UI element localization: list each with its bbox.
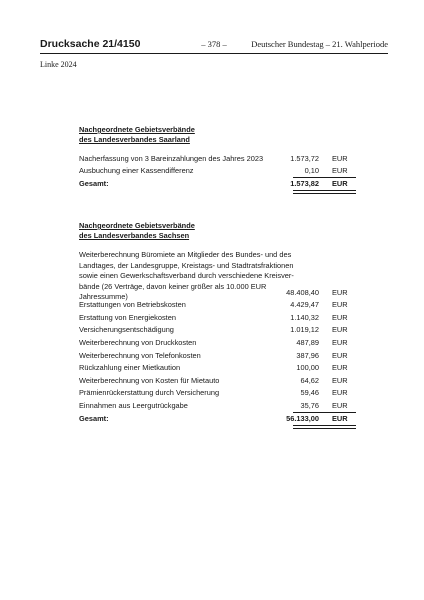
table-row (79, 362, 356, 373)
total-label: Gesamt: (79, 414, 109, 423)
intro-line: Landtages, der Landesgruppe, Kreistags- und Stadtratsfraktionen (79, 260, 294, 270)
intro-line: Jahressumme) (79, 292, 128, 301)
row-label: Rückzahlung einer Mietkaution (79, 363, 181, 372)
row-currency: EUR (332, 166, 348, 175)
row-amount: 1.140,32 (290, 313, 319, 322)
row-amount: 64,62 (300, 376, 319, 385)
page-number: – 378 – (201, 39, 227, 49)
row-amount: 100,00 (296, 363, 319, 372)
row-amount: 59,46 (300, 388, 319, 397)
row-currency: EUR (332, 376, 348, 385)
row-amount: 4.429,47 (290, 300, 319, 309)
row-currency: EUR (332, 363, 348, 372)
table-row (79, 153, 356, 164)
table-row (79, 324, 356, 335)
row-currency: EUR (332, 338, 348, 347)
table-row (79, 165, 356, 176)
section-sachsen-title-line2: des Landesverbandes Sachsen (79, 230, 190, 240)
row-label: Ausbuchung einer Kassendifferenz (79, 166, 194, 175)
row-currency: EUR (332, 325, 348, 334)
total-label: Gesamt: (79, 179, 109, 188)
drucksache-number: Drucksache 21/4150 (40, 38, 141, 50)
page-header (40, 38, 388, 52)
row-amount: 1.573,72 (290, 154, 319, 163)
row-amount: 487,89 (296, 338, 319, 347)
section-sachsen-title-line1: Nachgeordnete Gebietsverbände (79, 221, 195, 230)
table-row (79, 312, 356, 323)
row-label: Weiterberechnung von Telefonkosten (79, 351, 201, 360)
table-row (79, 299, 356, 310)
table-row (79, 337, 356, 348)
row-amount: 48.408,40 (286, 288, 319, 297)
table-row (79, 350, 356, 361)
total-row (79, 178, 356, 189)
intro-line: sowie einen Gewerkschaftsverband durch verschiedene Kreisver- (79, 271, 294, 280)
total-double-underline (293, 425, 356, 429)
row-amount: 35,76 (300, 401, 319, 410)
total-amount: 1.573,82 (290, 179, 319, 188)
row-currency: EUR (332, 313, 348, 322)
table-row (79, 400, 356, 411)
section-sachsen-title (79, 221, 195, 240)
total-currency: EUR (332, 179, 348, 188)
row-label: Erstattungen von Betriebskosten (79, 300, 186, 309)
section-saarland-title-line2: des Landesverbandes Saarland (79, 134, 190, 144)
row-amount: 0,10 (304, 166, 319, 175)
intro-line: Weiterberechnung Büromiete an Mitglieder des Bundes- und des (79, 250, 292, 259)
header-rule (40, 53, 388, 54)
row-currency: EUR (332, 401, 348, 410)
section-saarland-title-line1: Nachgeordnete Gebietsverbände (79, 125, 195, 134)
row-amount: 1.019,12 (290, 325, 319, 334)
row-currency: EUR (332, 288, 348, 297)
row-label: Prämienrückerstattung durch Versicherung (79, 388, 220, 397)
parliament-period: Deutscher Bundestag – 21. Wahlperiode (251, 39, 388, 49)
table-row (79, 375, 356, 386)
row-amount: 387,96 (296, 351, 319, 360)
row-currency: EUR (332, 351, 348, 360)
intro-line: bände (26 Verträge, davon keiner größer als 10.000 EUR (79, 281, 267, 291)
total-row (79, 413, 356, 424)
row-label: Weiterberechnung von Kosten für Mietauto (79, 376, 220, 385)
total-double-underline (293, 190, 356, 194)
row-currency: EUR (332, 300, 348, 309)
party-year: Linke 2024 (40, 60, 77, 69)
total-amount: 56.133,00 (286, 414, 319, 423)
row-label: Nacherfassung von 3 Bareinzahlungen des Jahres 2023 (79, 154, 264, 163)
row-currency: EUR (332, 154, 348, 163)
section-saarland-title (79, 125, 195, 144)
row-label: Erstattung von Energiekosten (79, 313, 176, 322)
row-label: Einnahmen aus Leergutrückgabe (79, 401, 188, 410)
table-row (79, 287, 356, 298)
row-label: Versicherungsentschädigung (79, 325, 174, 334)
row-currency: EUR (332, 388, 348, 397)
total-currency: EUR (332, 414, 348, 423)
row-label: Weiterberechnung von Druckkosten (79, 338, 197, 347)
table-row (79, 387, 356, 398)
